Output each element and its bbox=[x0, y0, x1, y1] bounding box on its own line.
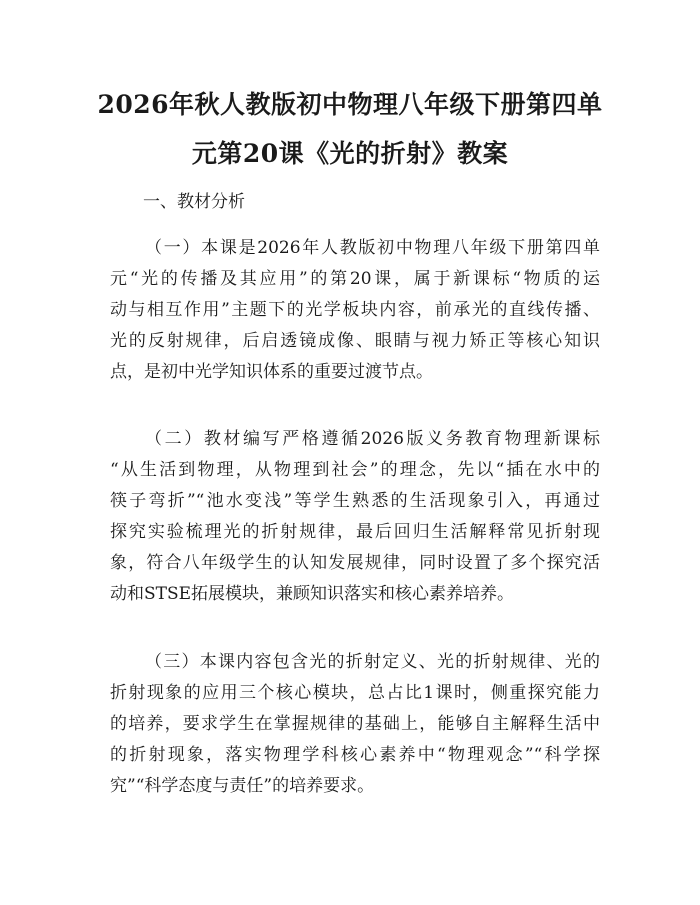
paragraph-line: 的培养，要求学生在掌握规律的基础上，能够自主解释生活中 bbox=[110, 714, 600, 734]
paragraph-line: 光的反射规律，后启透镜成像、眼睛与视力矫正等核心知识 bbox=[110, 331, 600, 351]
paragraph-line: 动和STSE拓展模块，兼顾知识落实和核心素养培养。 bbox=[110, 584, 515, 604]
title-line-1: 2026年秋人教版初中物理八年级下册第四单 bbox=[97, 90, 603, 119]
paragraph-line: （三）本课内容包含光的折射定义、光的折射规律、光的 bbox=[145, 652, 600, 672]
paragraph-line: 点，是初中光学知识体系的重要过渡节点。 bbox=[110, 362, 433, 382]
paragraph-1 bbox=[110, 233, 600, 388]
paragraph-line: 元“光的传播及其应用”的第20课，属于新课标“物质的运 bbox=[110, 269, 600, 289]
paragraph-line: 究”“科学态度与责任”的培养要求。 bbox=[110, 776, 375, 796]
paragraph-line: （二）教材编写严格遵循2026版义务教育物理新课标 bbox=[145, 429, 600, 449]
paragraph-line: 筷子弯折”“池水变浅”等学生熟悉的生活现象引入，再通过 bbox=[110, 491, 600, 511]
paragraph-line: 折射现象的应用三个核心模块，总占比1课时，侧重探究能力 bbox=[110, 683, 600, 703]
paragraph-line: 的折射现象，落实物理学科核心素养中“物理观念”“科学探 bbox=[110, 745, 600, 765]
paragraph-2 bbox=[110, 424, 600, 610]
document-title bbox=[90, 80, 610, 178]
section-heading: 一、教材分析 bbox=[143, 192, 245, 212]
paragraph-line: “从生活到物理，从物理到社会”的理念，先以“插在水中的 bbox=[110, 460, 600, 480]
title-line-2: 元第20课《光的折射》教案 bbox=[191, 139, 509, 168]
paragraph-line: 动与相互作用”主题下的光学板块内容，前承光的直线传播、 bbox=[110, 300, 600, 320]
paragraph-line: 探究实验梳理光的折射规律，最后回归生活解释常见折射现 bbox=[110, 522, 600, 542]
paragraph-line: 象，符合八年级学生的认知发展规律，同时设置了多个探究活 bbox=[110, 553, 600, 573]
paragraph-3 bbox=[110, 647, 600, 802]
paragraph-line: （一）本课是2026年人教版初中物理八年级下册第四单 bbox=[145, 238, 600, 258]
